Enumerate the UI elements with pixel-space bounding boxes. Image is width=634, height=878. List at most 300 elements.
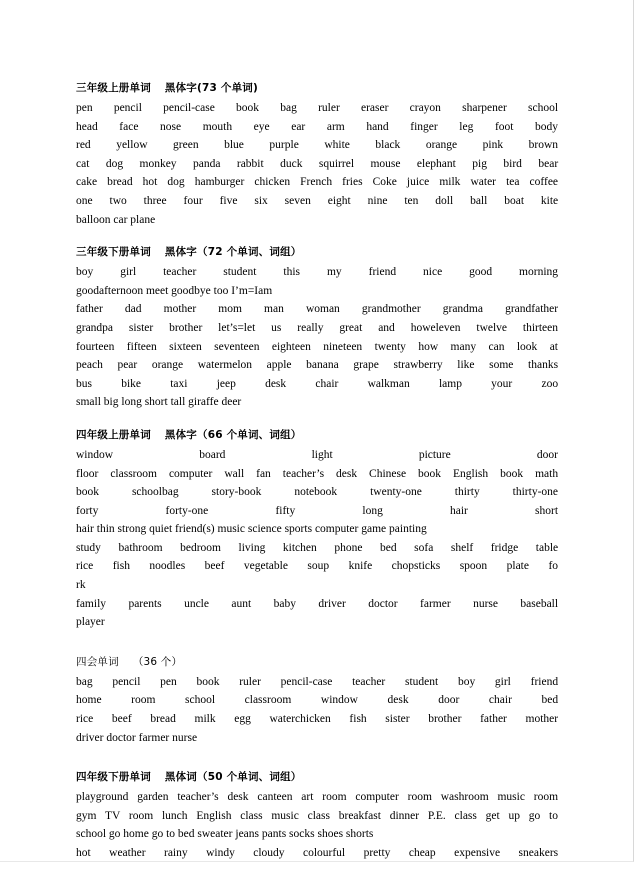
word: face	[119, 120, 139, 133]
word: rainy	[163, 847, 188, 859]
word: student	[404, 675, 439, 688]
word: spoon	[459, 560, 488, 573]
word: five	[219, 194, 238, 207]
word-line	[76, 118, 558, 137]
word: quiet	[149, 523, 173, 536]
word: foot	[494, 120, 514, 133]
word-line	[76, 375, 558, 394]
word-line	[76, 356, 558, 375]
word: balloon	[76, 213, 111, 226]
word: bag	[280, 102, 297, 114]
word: sports	[284, 523, 313, 536]
word: sister	[128, 321, 154, 334]
word: waterchicken	[269, 713, 331, 726]
word: good morning	[469, 266, 559, 279]
word: four	[183, 194, 203, 207]
section-heading-subtitle: （36 个）	[132, 655, 183, 668]
word: leg	[459, 120, 474, 133]
word: fish	[112, 560, 130, 573]
word: knife	[348, 560, 373, 573]
word-line	[76, 99, 558, 118]
word: washroom music room	[440, 791, 559, 804]
word: driver	[318, 597, 346, 610]
word: eraser	[360, 102, 389, 114]
word: giraffe	[188, 396, 219, 409]
word: jeans	[235, 828, 260, 841]
word: teacher’s desk	[177, 791, 249, 804]
word: cheap	[408, 847, 436, 859]
word-line	[76, 691, 558, 710]
word: lamp your	[438, 377, 513, 390]
word: forty-one	[165, 504, 209, 517]
word: can	[488, 340, 505, 353]
word: dad	[124, 303, 142, 316]
section-four-skills	[76, 654, 558, 747]
word: book	[236, 102, 260, 114]
word: bus	[76, 377, 92, 390]
word: computer game	[314, 523, 387, 536]
word: chair	[315, 377, 339, 390]
word: kite	[540, 194, 559, 207]
word: gym	[76, 809, 97, 822]
word: milk	[194, 713, 216, 726]
word: playground	[76, 791, 129, 804]
word: fourteen	[76, 340, 115, 353]
word: arm	[326, 120, 345, 133]
section-spacer	[76, 749, 558, 769]
word: two	[109, 194, 127, 207]
word: painting	[389, 523, 427, 536]
word: brother	[428, 713, 462, 726]
word: strong	[117, 523, 147, 536]
word: grandmother	[361, 303, 421, 316]
word: aunt	[231, 597, 252, 610]
word: boat	[504, 194, 525, 207]
word: sneakers	[518, 847, 559, 859]
word: living	[238, 541, 266, 554]
word: grandfather	[505, 303, 559, 316]
word-line	[76, 338, 558, 357]
word: bag	[76, 675, 93, 688]
word: fo	[548, 560, 559, 573]
word: like	[457, 359, 475, 372]
word: taxi	[170, 377, 188, 390]
word: vegetable	[243, 560, 288, 573]
word: mother	[163, 303, 197, 316]
word: pig	[472, 157, 487, 170]
word-line	[76, 300, 558, 319]
word: phone	[334, 541, 363, 554]
word-line	[76, 136, 558, 155]
word: kitchen	[282, 541, 317, 554]
word-line	[76, 502, 558, 521]
word: bathroom	[118, 541, 163, 554]
word: body	[535, 120, 559, 133]
section-grade4-vol1	[76, 427, 558, 632]
word: grandpa	[76, 321, 114, 334]
word: milk	[439, 176, 461, 189]
word: eight	[327, 194, 351, 207]
word: hair	[76, 523, 94, 536]
word: room	[131, 694, 156, 707]
word: computer	[168, 467, 213, 480]
word: I’m=Iam	[231, 284, 273, 297]
word: home	[76, 694, 102, 707]
word: water	[470, 176, 497, 189]
word: walkman	[367, 377, 410, 390]
word: tall	[170, 396, 186, 409]
section-heading	[76, 427, 558, 444]
word: green	[173, 139, 199, 152]
word: ear	[291, 120, 306, 133]
word: boy	[76, 266, 94, 279]
section-heading	[76, 769, 558, 786]
section-heading	[76, 654, 558, 671]
word: big	[103, 396, 119, 409]
word: pants	[261, 828, 287, 841]
word: bedroom	[180, 541, 221, 554]
word-line	[76, 788, 558, 807]
document-content	[76, 80, 558, 878]
word: table	[535, 541, 559, 554]
word: pencil	[112, 675, 141, 688]
word: great	[339, 321, 363, 334]
word: mouth	[202, 120, 233, 133]
section-spacer	[76, 231, 558, 244]
word: music	[217, 523, 245, 536]
word: doll	[435, 194, 454, 207]
word: chopsticks	[391, 560, 441, 573]
word-line	[76, 673, 558, 692]
word: brown	[528, 139, 558, 152]
word: too	[213, 284, 229, 297]
word: mouse	[370, 157, 401, 170]
word-line	[76, 576, 558, 595]
word: soup	[307, 560, 330, 573]
word: father	[480, 713, 507, 726]
word: beef	[204, 560, 225, 573]
word: math	[535, 467, 559, 480]
word-line	[76, 393, 558, 412]
word: school	[528, 102, 559, 114]
word: man	[264, 303, 284, 316]
word: picture	[418, 448, 451, 461]
word: book	[196, 675, 220, 688]
word: rabbit	[236, 157, 264, 170]
word: sharpener	[462, 102, 507, 114]
word: jeep desk	[216, 377, 287, 390]
word: six	[254, 194, 268, 207]
section-heading	[76, 80, 558, 97]
word: long	[362, 504, 383, 517]
word: grape	[353, 359, 379, 372]
word: floor	[76, 467, 99, 480]
word: howeleven twelve thirteen	[410, 321, 559, 334]
word-line	[76, 483, 558, 502]
word-line	[76, 263, 558, 282]
word: three	[143, 194, 167, 207]
word: friend(s)	[175, 523, 215, 536]
word: player	[76, 616, 105, 629]
word: father	[76, 303, 103, 316]
word: expensive	[454, 847, 501, 859]
section-heading-subtitle: 黑体字（66 个单词、词组）	[164, 428, 302, 441]
word: ruler	[239, 675, 261, 688]
word-line	[76, 211, 558, 230]
word-line	[76, 446, 558, 465]
word: cake bread hot dog hamburger chicken French fries Coke juice	[76, 176, 430, 189]
section-spacer	[76, 634, 558, 654]
word: deer	[221, 396, 242, 409]
word: crayon	[409, 102, 441, 114]
word: twenty	[374, 340, 406, 353]
word: sofa	[414, 541, 434, 554]
word: thanks	[528, 359, 559, 372]
word: elephant	[416, 157, 456, 170]
word: forty	[76, 504, 99, 517]
word: weather	[109, 847, 146, 859]
word: duck squirrel	[280, 157, 355, 170]
word: baby	[273, 597, 296, 610]
word-line	[76, 595, 558, 614]
word: car	[113, 213, 128, 226]
word: yellow	[116, 139, 148, 152]
word: nine	[367, 194, 388, 207]
word: orange watermelon apple	[151, 359, 292, 372]
word: finger	[410, 120, 438, 133]
word-line	[76, 825, 558, 844]
word: girl	[494, 675, 511, 688]
word: desk	[387, 694, 409, 707]
section-heading-subtitle: 黑体字（72 个单词、词组）	[164, 246, 302, 259]
word: cat	[76, 157, 90, 170]
word: TV room lunch English class music class breakfast	[105, 809, 381, 822]
word: long	[121, 396, 142, 409]
word: farmer	[138, 731, 170, 744]
word: some	[489, 359, 514, 372]
word: window	[320, 694, 358, 707]
word: pencil-case	[163, 102, 215, 114]
word: how many	[418, 340, 477, 353]
word: pen	[160, 675, 177, 688]
word: pencil-case teacher	[280, 675, 386, 688]
section-spacer	[76, 414, 558, 427]
word: parents	[128, 597, 162, 610]
word: hot	[76, 847, 91, 859]
word: and	[378, 321, 395, 334]
word: chair	[488, 694, 512, 707]
word-line	[76, 282, 558, 301]
word: shoes	[317, 828, 344, 841]
word: nose	[160, 120, 182, 133]
section-heading-title: 四会单词	[76, 655, 119, 668]
word: hair	[449, 504, 468, 517]
word: family	[76, 597, 107, 610]
word: black	[375, 139, 401, 152]
word: get up go to	[485, 809, 558, 822]
word: bird	[503, 157, 522, 170]
word: school go home go to bed sweater	[76, 828, 233, 841]
word: wall	[224, 467, 245, 480]
word: monkey	[139, 157, 177, 170]
word: story-book	[211, 486, 262, 499]
word: woman	[305, 303, 340, 316]
word: one	[76, 194, 93, 207]
word: farmer	[420, 597, 451, 610]
word-line	[76, 807, 558, 826]
word: pear	[117, 359, 138, 372]
section-heading-subtitle: 黑体字(73 个单词)	[164, 82, 258, 94]
word: this	[283, 266, 301, 279]
word: dog	[105, 157, 124, 170]
word: sixteen seventeen eighteen nineteen	[169, 340, 363, 353]
word: boy	[457, 675, 476, 688]
word: book	[76, 486, 99, 499]
word: seven	[284, 194, 311, 207]
word: brother let’s=let us	[169, 321, 282, 334]
word: board	[199, 448, 226, 461]
word: windy	[206, 847, 235, 859]
word: fan teacher’s desk Chinese book	[256, 467, 442, 480]
word-line	[76, 173, 558, 192]
word: ball	[470, 194, 488, 207]
word: window	[76, 448, 114, 461]
word: schoolbag	[131, 486, 179, 499]
word-line	[76, 539, 558, 558]
word: head	[76, 120, 98, 133]
word: fifteen	[126, 340, 157, 353]
section-grade3-vol1	[76, 80, 558, 229]
word: bed	[379, 541, 397, 554]
word: tea	[506, 176, 520, 189]
word: ruler	[318, 102, 340, 114]
word: doctor	[106, 731, 136, 744]
word: beef	[111, 713, 132, 726]
word: girl	[120, 266, 137, 279]
word: look at	[516, 340, 559, 353]
word: door	[438, 694, 460, 707]
word: fifty	[275, 504, 296, 517]
word: small	[76, 396, 101, 409]
word: bike	[121, 377, 142, 390]
word: my	[326, 266, 342, 279]
word-line	[76, 520, 558, 539]
word: pretty	[363, 847, 391, 859]
word: teacher	[163, 266, 197, 279]
word-line	[76, 710, 558, 729]
word: mother	[525, 713, 559, 726]
word: purple	[269, 139, 299, 152]
word: study	[76, 541, 101, 554]
word: white	[324, 139, 350, 152]
word: bread	[150, 713, 176, 726]
word: plane	[130, 213, 156, 226]
section-heading-title: 四年级下册单词	[76, 771, 151, 784]
word: bear	[538, 157, 559, 170]
word: computer room	[355, 791, 432, 804]
word-line	[76, 844, 558, 863]
word: garden	[137, 791, 169, 804]
word: eye	[253, 120, 270, 133]
word: student	[223, 266, 257, 279]
word: bed	[541, 694, 559, 707]
word: door	[536, 448, 558, 461]
word: blue	[224, 139, 244, 152]
word: pink	[482, 139, 504, 152]
word: nurse baseball	[473, 597, 559, 610]
section-spacer	[76, 865, 558, 878]
word: really	[297, 321, 324, 334]
word: classroom	[244, 694, 292, 707]
word: driver	[76, 731, 104, 744]
word: rice	[76, 713, 94, 726]
word: notebook	[294, 486, 338, 499]
word: goodafternoon meet goodbye	[76, 284, 211, 297]
section-heading-title: 三年级上册单词	[76, 82, 151, 94]
word: school	[185, 694, 216, 707]
word: strawberry	[393, 359, 443, 372]
word: hand	[366, 120, 389, 133]
word: fridge	[490, 541, 519, 554]
word: fish sister	[349, 713, 410, 726]
word: peach	[76, 359, 103, 372]
word-line	[76, 465, 558, 484]
word: friend	[530, 675, 559, 688]
section-heading	[76, 244, 558, 261]
word: rk	[76, 579, 86, 592]
word: cloudy colourful	[253, 847, 346, 859]
word: friend	[368, 266, 397, 279]
word: English book	[453, 467, 524, 480]
word: red	[76, 139, 91, 152]
word: noodles	[149, 560, 186, 573]
section-heading-title: 四年级上册单词	[76, 428, 151, 441]
word: plate	[506, 560, 529, 573]
word: classroom	[110, 467, 157, 480]
word-line	[76, 319, 558, 338]
word: mom	[218, 303, 242, 316]
word: rice	[76, 560, 94, 573]
word: canteen art room	[257, 791, 347, 804]
word: egg	[234, 713, 251, 726]
word-line	[76, 557, 558, 576]
section-heading-subtitle: 黑体词（50 个单词、词组）	[164, 771, 302, 784]
word: pencil	[113, 102, 142, 114]
word: doctor	[368, 597, 398, 610]
word: shelf	[450, 541, 474, 554]
word: science	[247, 523, 282, 536]
word: nice	[423, 266, 443, 279]
word: nurse	[172, 731, 198, 744]
word: socks	[289, 828, 315, 841]
word: thirty-one	[512, 486, 559, 499]
word-line	[76, 192, 558, 211]
word: coffee	[529, 176, 559, 189]
word: shorts	[345, 828, 374, 841]
section-grade3-vol2	[76, 244, 558, 412]
word: short	[144, 396, 168, 409]
word: panda	[192, 157, 221, 170]
word: short	[535, 504, 559, 517]
word: pen	[76, 102, 93, 114]
word-line	[76, 155, 558, 174]
word: uncle	[184, 597, 209, 610]
word: zoo	[541, 377, 559, 390]
word: grandma	[442, 303, 483, 316]
word: banana	[306, 359, 339, 372]
section-heading-title: 三年级下册单词	[76, 246, 151, 259]
word: orange	[425, 139, 458, 152]
